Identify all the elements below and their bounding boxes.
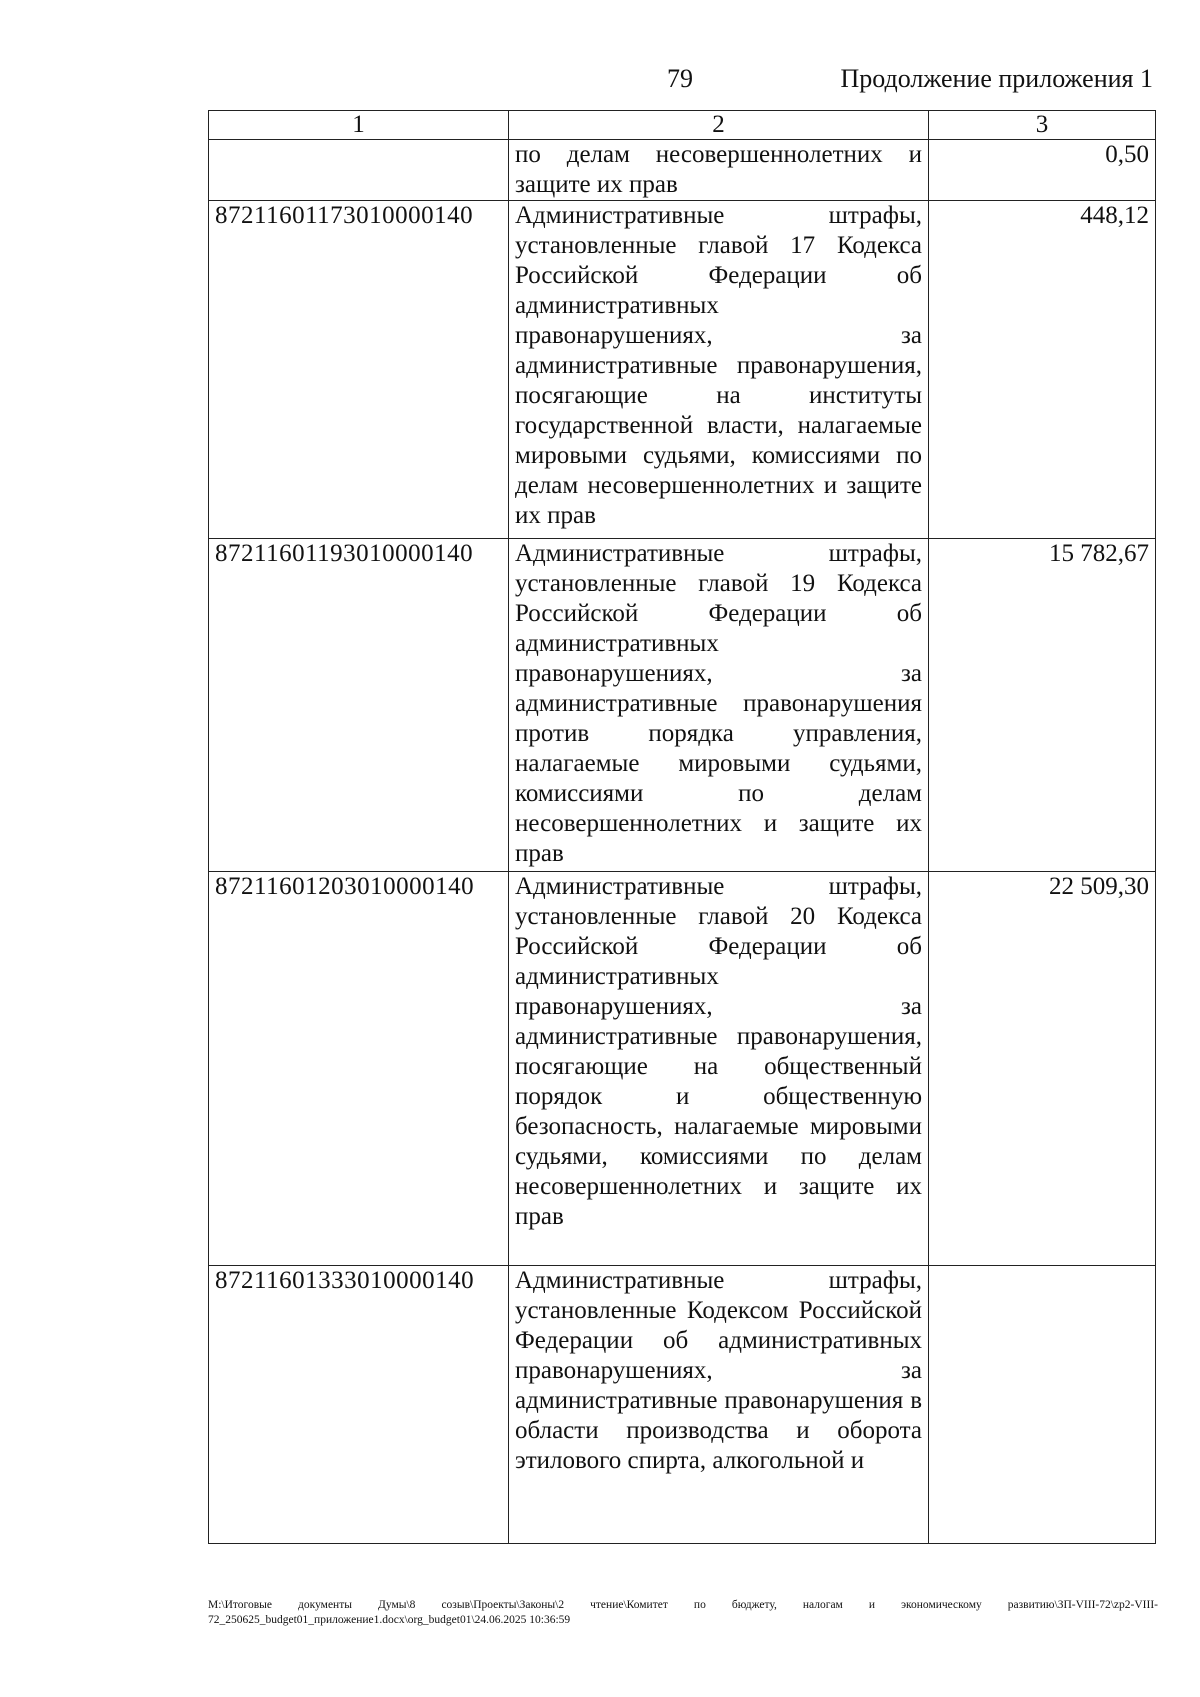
revenue-amount [929,1266,1156,1544]
table-row [209,201,1156,539]
revenue-code: 87211601193010000140 [209,539,509,872]
budget-table [208,110,1156,1544]
revenue-code [209,140,509,201]
revenue-code: 87211601203010000140 [209,872,509,1266]
table-header-row [209,111,1156,140]
revenue-amount: 0,50 [929,140,1156,201]
continuation-heading: Продолжение приложения 1 [840,64,1153,93]
revenue-code: 87211601173010000140 [209,201,509,539]
table-row [209,539,1156,872]
revenue-description: Административные штрафы, установленные главой 17 Кодекса Российской Федерации об административных правонарушениях, за административные правонарушения, посягающие на институты государственной власти, налагаемые мировыми судьями, комиссиями по делам несовершеннолетних и защите их прав [509,201,929,539]
revenue-amount: 15 782,67 [929,539,1156,872]
column-header-2: 2 [509,111,929,140]
revenue-code: 87211601333010000140 [209,1266,509,1544]
revenue-description: по делам несовершеннолетних и защите их прав [509,140,929,201]
column-header-3: 3 [929,111,1156,140]
revenue-amount: 22 509,30 [929,872,1156,1266]
file-path-footer: M:\Итоговые документы Думы\8 созыв\Проекты\Законы\2 чтение\Комитет по бюджету, налогам и экономическому развитию\ЗП-VIII-72\zp2-VIII-72_250625_budget01_приложение1.docx\org_budget01\24.06.2025 10:36:59 [208,1599,1158,1626]
table-row [209,140,1156,201]
table-row [209,1266,1156,1544]
revenue-amount: 448,12 [929,201,1156,539]
revenue-description: Административные штрафы, установленные Кодексом Российской Федерации об административных правонарушениях, за административные правонарушения в области производства и оборота этилового спирта, алкогольной и [509,1266,929,1544]
table-row [209,872,1156,1266]
revenue-description: Административные штрафы, установленные главой 19 Кодекса Российской Федерации об административных правонарушениях, за административные правонарушения против порядка управления, налагаемые мировыми судьями, комиссиями по делам несовершеннолетних и защите их прав [509,539,929,872]
revenue-description: Административные штрафы, установленные главой 20 Кодекса Российской Федерации об административных правонарушениях, за административные правонарушения, посягающие на общественный порядок и общественную безопасность, налагаемые мировыми судьями, комиссиями по делам несовершеннолетних и защите их прав [509,872,929,1266]
page-number: 79 [667,64,693,93]
column-header-1: 1 [209,111,509,140]
